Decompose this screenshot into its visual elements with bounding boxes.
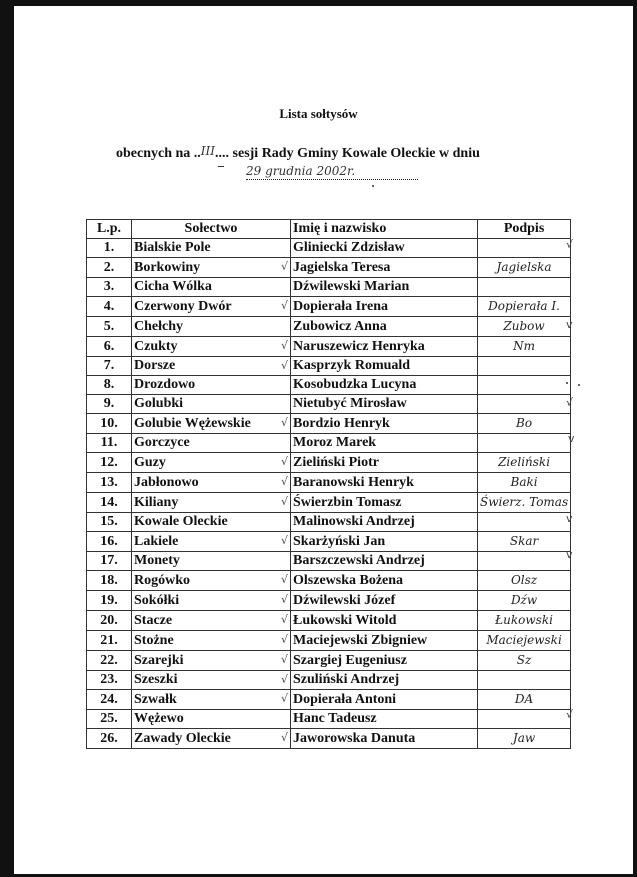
row-signature <box>478 376 571 395</box>
row-name: Malinowski Andrzej <box>291 513 478 532</box>
handwritten-signature: Zubow <box>503 319 545 333</box>
row-lp: 21. <box>87 631 132 651</box>
solectwo-label: Golubki <box>134 396 184 411</box>
solectwo-label: Kiliany <box>134 494 179 510</box>
table-row <box>87 611 571 631</box>
scan-border-top <box>0 0 637 6</box>
table-row <box>87 571 571 591</box>
row-lp: 11. <box>87 434 132 453</box>
row-solectwo <box>132 611 291 631</box>
row-name: Zubowicz Anna <box>291 317 478 337</box>
table-row <box>87 434 571 453</box>
row-name: Olszewska Bożena <box>291 571 478 591</box>
table-row <box>87 453 571 473</box>
handwritten-signature: Sz <box>516 653 532 667</box>
row-name: Dźwilewski Marian <box>291 278 478 297</box>
row-solectwo <box>132 376 291 395</box>
solectwo-label: Monety <box>134 553 180 568</box>
table-row <box>87 395 571 414</box>
row-signature <box>478 532 571 552</box>
row-lp: 23. <box>87 671 132 690</box>
solectwo-label: Chełchy <box>134 318 183 334</box>
handwritten-signature: Jagielska <box>496 260 552 274</box>
table-row <box>87 631 571 651</box>
check-mark: √ <box>280 299 288 312</box>
check-mark: √ <box>280 613 288 626</box>
check-mark: √ <box>280 633 288 646</box>
side-check-mark: √ <box>566 238 574 251</box>
scan-speck <box>578 384 580 386</box>
row-signature <box>478 238 574 258</box>
row-signature <box>478 337 571 357</box>
row-lp: 18. <box>87 571 132 591</box>
row-lp: 14. <box>87 493 132 513</box>
handwritten-signature: Świerz. Tomas <box>480 495 569 509</box>
row-solectwo <box>132 395 291 414</box>
header-signature: Podpis <box>478 220 571 239</box>
row-lp: 12. <box>87 453 132 473</box>
row-solectwo <box>132 239 291 258</box>
row-name: Dźwilewski Józef <box>291 591 478 611</box>
handwritten-signature: Nm <box>513 339 535 353</box>
check-mark: √ <box>280 573 288 586</box>
solectwo-label: Czerwony Dwór <box>134 298 232 314</box>
row-signature <box>478 395 574 414</box>
side-check-mark: v <box>566 512 573 525</box>
solectwo-label: Szwałk <box>134 691 177 707</box>
solectwo-label: Kowale Oleckie <box>134 514 228 529</box>
row-lp: 4. <box>87 297 132 317</box>
row-signature <box>478 258 571 278</box>
table-row <box>87 710 571 729</box>
row-solectwo <box>132 453 291 473</box>
row-solectwo <box>132 651 291 671</box>
header-solectwo: Sołectwo <box>132 220 291 239</box>
solectwo-label: Szeszki <box>134 672 178 687</box>
row-solectwo <box>132 552 291 571</box>
handwritten-signature: Bo <box>516 416 533 430</box>
row-signature <box>478 571 571 591</box>
row-solectwo <box>132 513 291 532</box>
table-row <box>87 317 571 337</box>
solectwo-label: Guzy <box>134 454 166 470</box>
row-signature <box>478 671 571 690</box>
row-lp: 8. <box>87 376 132 395</box>
row-name: Bordzio Henryk <box>291 414 478 434</box>
row-name: Hanc Tadeusz <box>291 710 478 729</box>
row-name: Dopierała Antoni <box>291 690 478 710</box>
solectwo-label: Drozdowo <box>134 377 196 392</box>
handwritten-signature: Łukowski <box>495 613 553 627</box>
row-name: Zieliński Piotr <box>291 453 478 473</box>
row-name: Szargiej Eugeniusz <box>291 651 478 671</box>
handwritten-signature: Jaw <box>512 731 536 745</box>
handwritten-signature: Dopierała I. <box>488 299 560 313</box>
row-lp: 25. <box>87 710 132 729</box>
table-row <box>87 591 571 611</box>
side-check-mark: v <box>568 432 575 445</box>
row-name: Maciejewski Zbigniew <box>291 631 478 651</box>
row-signature <box>478 473 571 493</box>
row-name: Moroz Marek <box>291 434 478 453</box>
row-signature <box>478 434 571 453</box>
check-mark: √ <box>280 534 288 547</box>
row-lp: 1. <box>87 239 132 258</box>
table-row <box>87 513 571 532</box>
solectwo-label: Sokółki <box>134 592 180 608</box>
row-signature <box>478 552 571 571</box>
check-mark: √ <box>280 731 288 744</box>
document-subtitle <box>116 144 480 162</box>
attendance-table <box>86 219 574 749</box>
solectwo-label: Bialskie Pole <box>134 240 211 255</box>
row-solectwo <box>132 434 291 453</box>
check-mark: √ <box>280 339 288 352</box>
table-row <box>87 414 571 434</box>
row-solectwo <box>132 532 291 552</box>
scan-border-right <box>633 0 637 877</box>
row-solectwo <box>132 591 291 611</box>
solectwo-label: Czukty <box>134 338 178 354</box>
solectwo-label: Zawady Oleckie <box>134 730 231 746</box>
subtitle-after: .... sesji Rady Gminy Kowale Oleckie w dniu <box>215 146 480 161</box>
row-signature <box>478 611 571 631</box>
row-lp: 24. <box>87 690 132 710</box>
solectwo-label: Rogówko <box>134 572 191 588</box>
row-solectwo <box>132 710 291 729</box>
row-lp: 26. <box>87 729 132 749</box>
row-lp: 22. <box>87 651 132 671</box>
header-lp: L.p. <box>87 220 132 239</box>
check-mark: √ <box>280 673 288 686</box>
row-signature <box>478 414 571 434</box>
row-name: Nietubyć Mirosław <box>291 395 478 414</box>
side-check-mark: √ <box>566 396 574 409</box>
solectwo-label: Jabłonowo <box>134 474 199 490</box>
date-handwritten: 29 grudnia 2002r. <box>246 164 418 180</box>
row-name: Gliniecki Zdzisław <box>291 239 478 258</box>
row-solectwo <box>132 278 291 297</box>
row-lp: 13. <box>87 473 132 493</box>
row-signature <box>478 493 571 513</box>
table-body <box>87 238 574 749</box>
check-mark: √ <box>280 475 288 488</box>
row-name: Świerzbin Tomasz <box>291 493 478 513</box>
check-mark: √ <box>280 455 288 468</box>
check-mark: √ <box>280 495 288 508</box>
table-row <box>87 278 571 297</box>
row-name: Baranowski Henryk <box>291 473 478 493</box>
row-signature <box>478 453 571 473</box>
row-lp: 7. <box>87 357 132 376</box>
row-name: Skarżyński Jan <box>291 532 478 552</box>
row-name: Jagielska Teresa <box>291 258 478 278</box>
row-solectwo <box>132 297 291 317</box>
row-solectwo <box>132 473 291 493</box>
row-solectwo <box>132 493 291 513</box>
row-name: Jaworowska Danuta <box>291 729 478 749</box>
table-row <box>87 297 571 317</box>
table-row <box>87 239 571 258</box>
row-lp: 10. <box>87 414 132 434</box>
table-row <box>87 357 571 376</box>
handwritten-signature: Dźw <box>510 593 538 607</box>
row-solectwo <box>132 571 291 591</box>
side-check-mark: √ <box>566 708 574 721</box>
solectwo-label: Szarejki <box>134 652 184 668</box>
row-lp: 2. <box>87 258 132 278</box>
table-row <box>87 376 571 395</box>
row-lp: 9. <box>87 395 132 414</box>
row-signature <box>478 729 571 749</box>
table-row <box>87 671 571 690</box>
check-mark: √ <box>280 416 288 429</box>
solectwo-label: Golubie Wężewskie <box>134 415 251 431</box>
header-name: Imię i nazwisko <box>291 220 478 239</box>
handwritten-signature: Zieliński <box>498 455 551 469</box>
check-mark: √ <box>280 653 288 666</box>
handwritten-signature: Baki <box>510 475 538 489</box>
solectwo-label: Wężewo <box>134 711 184 726</box>
row-lp: 19. <box>87 591 132 611</box>
subtitle-before: obecnych na .. <box>116 146 201 161</box>
row-signature <box>478 591 571 611</box>
row-signature <box>478 297 571 317</box>
scan-speck <box>372 185 374 187</box>
table-row <box>87 729 571 749</box>
table-row <box>87 532 571 552</box>
document-title: Lista sołtysów <box>279 106 358 121</box>
table-row <box>87 690 571 710</box>
row-lp: 16. <box>87 532 132 552</box>
row-name: Naruszewicz Henryka <box>291 337 478 357</box>
row-lp: 20. <box>87 611 132 631</box>
table-row <box>87 552 571 571</box>
row-solectwo <box>132 357 291 376</box>
row-name: Szuliński Andrzej <box>291 671 478 690</box>
solectwo-label: Gorczyce <box>134 435 190 450</box>
row-signature <box>478 708 574 729</box>
row-signature <box>478 357 571 376</box>
handwritten-signature: Maciejewski <box>486 633 562 647</box>
solectwo-label: Lakiele <box>134 533 179 549</box>
solectwo-label: Stożne <box>134 632 174 648</box>
row-lp: 6. <box>87 337 132 357</box>
row-lp: 17. <box>87 552 132 571</box>
table-header-row <box>87 220 571 239</box>
row-solectwo <box>132 414 291 434</box>
row-solectwo <box>132 337 291 357</box>
row-signature <box>478 651 571 671</box>
row-lp: 5. <box>87 317 132 337</box>
row-name: Kasprzyk Romuald <box>291 357 478 376</box>
row-name: Kosobudzka Lucyna <box>291 376 478 395</box>
solectwo-label: Cicha Wólka <box>134 279 212 294</box>
row-lp: 15. <box>87 513 132 532</box>
check-mark: √ <box>280 692 288 705</box>
handwritten-signature: DA <box>514 692 534 706</box>
table-row <box>87 337 571 357</box>
table-row <box>87 258 571 278</box>
row-solectwo <box>132 729 291 749</box>
session-number-handwritten: III <box>200 144 216 158</box>
row-signature <box>478 690 571 710</box>
check-mark: √ <box>280 359 288 372</box>
handwritten-signature: Skar <box>509 534 539 548</box>
table-row <box>87 473 571 493</box>
row-name: Łukowski Witold <box>291 611 478 631</box>
solectwo-label: Borkowiny <box>134 259 201 275</box>
table-row <box>87 651 571 671</box>
check-mark: √ <box>280 593 288 606</box>
side-check-mark: v <box>566 548 573 561</box>
check-mark: √ <box>280 260 288 273</box>
solectwo-label: Dorsze <box>134 358 176 373</box>
row-name: Dopierała Irena <box>291 297 478 317</box>
row-solectwo <box>132 631 291 651</box>
handwritten-signature: Olsz <box>510 573 538 587</box>
row-signature <box>478 631 571 651</box>
row-name: Barszczewski Andrzej <box>291 552 478 571</box>
solectwo-label: Stacze <box>134 612 173 628</box>
scan-border-left <box>0 0 14 877</box>
dash-mark <box>218 166 224 167</box>
row-signature <box>478 513 571 532</box>
side-check-mark: v <box>566 318 573 331</box>
row-signature <box>478 317 571 337</box>
row-solectwo <box>132 258 291 278</box>
scan-speck <box>566 382 568 384</box>
row-signature <box>478 278 571 297</box>
row-solectwo <box>132 671 291 690</box>
row-solectwo <box>132 690 291 710</box>
row-solectwo <box>132 317 291 337</box>
row-lp: 3. <box>87 278 132 297</box>
table-row <box>87 493 571 513</box>
